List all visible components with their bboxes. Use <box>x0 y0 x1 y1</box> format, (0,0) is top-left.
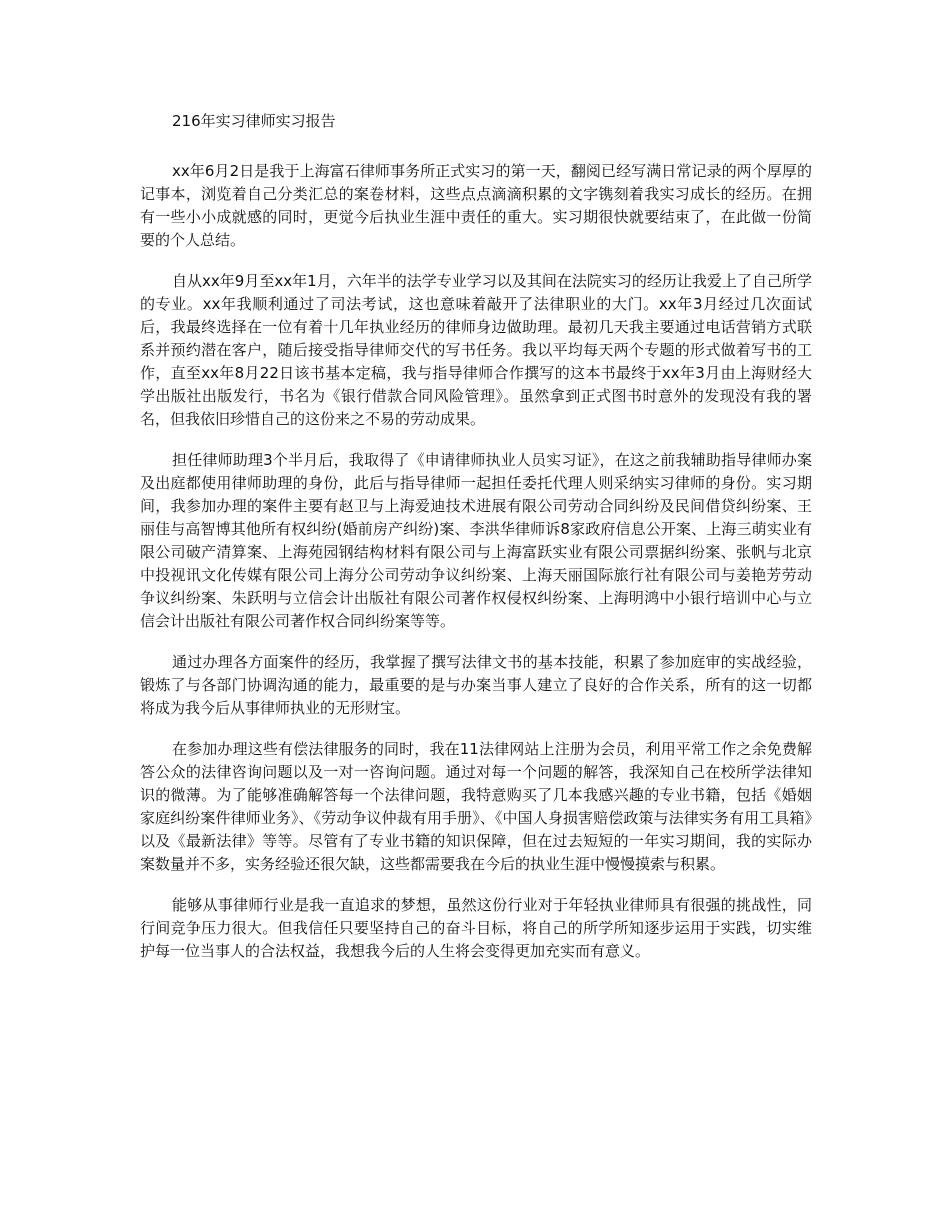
paragraph-4: 通过办理各方面案件的经历，我掌握了撰写法律文书的基本技能，积累了参加庭审的实战经验，锻炼了与各部门协调沟通的能力，最重要的是与办案当事人建立了良好的合作关系，所有的这一切都将成为我今后从事律师执业的无形财宝。 <box>140 653 812 717</box>
paragraph-3: 担任律师助理3个半月后，我取得了《申请律师执业人员实习证》，在这之前我辅助指导律师办案及出庭都使用律师助理的身份，此后与指导律师一起担任委托代理人则采纳实习律师的身份。实习期间，我参加办理的案件主要有赵卫与上海爱迪技术进展有限公司劳动合同纠纷及民间借贷纠纷案、王丽佳与高智博其他所有权纠纷(婚前房产纠纷)案、李洪华律师诉8家政府信息公开案、上海三萌实业有限公司破产清算案、上海苑园钢结构材料有限公司与上海富跃实业有限公司票据纠纷案、张帆与北京中投视讯文化传媒有限公司上海分公司劳动争议纠纷案、上海天丽国际旅行社有限公司与姜艳芳劳动争议纠纷案、朱跃明与立信会计出版社有限公司著作权侵权纠纷案、上海明鸿中小银行培训中心与立信会计出版社有限公司著作权合同纠纷案等等。 <box>140 451 812 630</box>
document-title: 216年实习律师实习报告 <box>172 112 336 130</box>
paragraph-5: 在参加办理这些有偿法律服务的同时，我在11法律网站上注册为会员，利用平常工作之余免费解答公众的法律咨询问题以及一对一咨询问题。通过对每一个问题的解答，我深知自己在校所学法律知识的微薄。为了能够准确解答每一个法律问题，我特意购买了几本我感兴趣的专业书籍，包括《婚姻家庭纠纷案件律师业务》、《劳动争议仲裁有用手册》、《中国人身损害赔偿政策与法律实务有用工具箱》以及《最新法律》等等。尽管有了专业书籍的知识保障，但在过去短短的一年实习期间，我的实际办案数量并不多，实务经验还很欠缺，这些都需要我在今后的执业生涯中慢慢摸索与积累。 <box>140 740 812 873</box>
paragraph-6: 能够从事律师行业是我一直追求的梦想，虽然这份行业对于年轻执业律师具有很强的挑战性，同行间竞争压力很大。但我信任只要坚持自己的奋斗目标，将自己的所学所知逐步运用于实践，切实维护每一位当事人的合法权益，我想我今后的人生将会变得更加充实而有意义。 <box>140 896 812 960</box>
paragraph-2: 自从xx年9月至xx年1月，六年半的法学专业学习以及其间在法院实习的经历让我爱上了自己所学的专业。xx年我顺利通过了司法考试，这也意味着敲开了法律职业的大门。xx年3月经过几次面试后，我最终选择在一位有着十几年执业经历的律师身边做助理。最初几天我主要通过电话营销方式联系并预约潜在客户，随后接受指导律师交代的写书任务。我以平均每天两个专题的形式做着写书的工作，直至xx年8月22日该书基本定稿，我与指导律师合作撰写的这本书最终于xx年3月由上海财经大学出版社出版发行，书名为《银行借款合同风险管理》。虽然拿到正式图书时意外的发现没有我的署名，但我依旧珍惜自己的这份来之不易的劳动成果。 <box>140 272 812 428</box>
paragraph-1: xx年6月2日是我于上海富石律师事务所正式实习的第一天，翻阅已经写满日常记录的两个厚厚的记事本，浏览着自己分类汇总的案卷材料，这些点点滴滴积累的文字镌刻着我实习成长的经历。在拥有一些小小成就感的同时，更觉今后执业生涯中责任的重大。实习期很快就要结束了，在此做一份简要的个人总结。 <box>140 162 812 249</box>
document-page <box>140 110 812 981</box>
